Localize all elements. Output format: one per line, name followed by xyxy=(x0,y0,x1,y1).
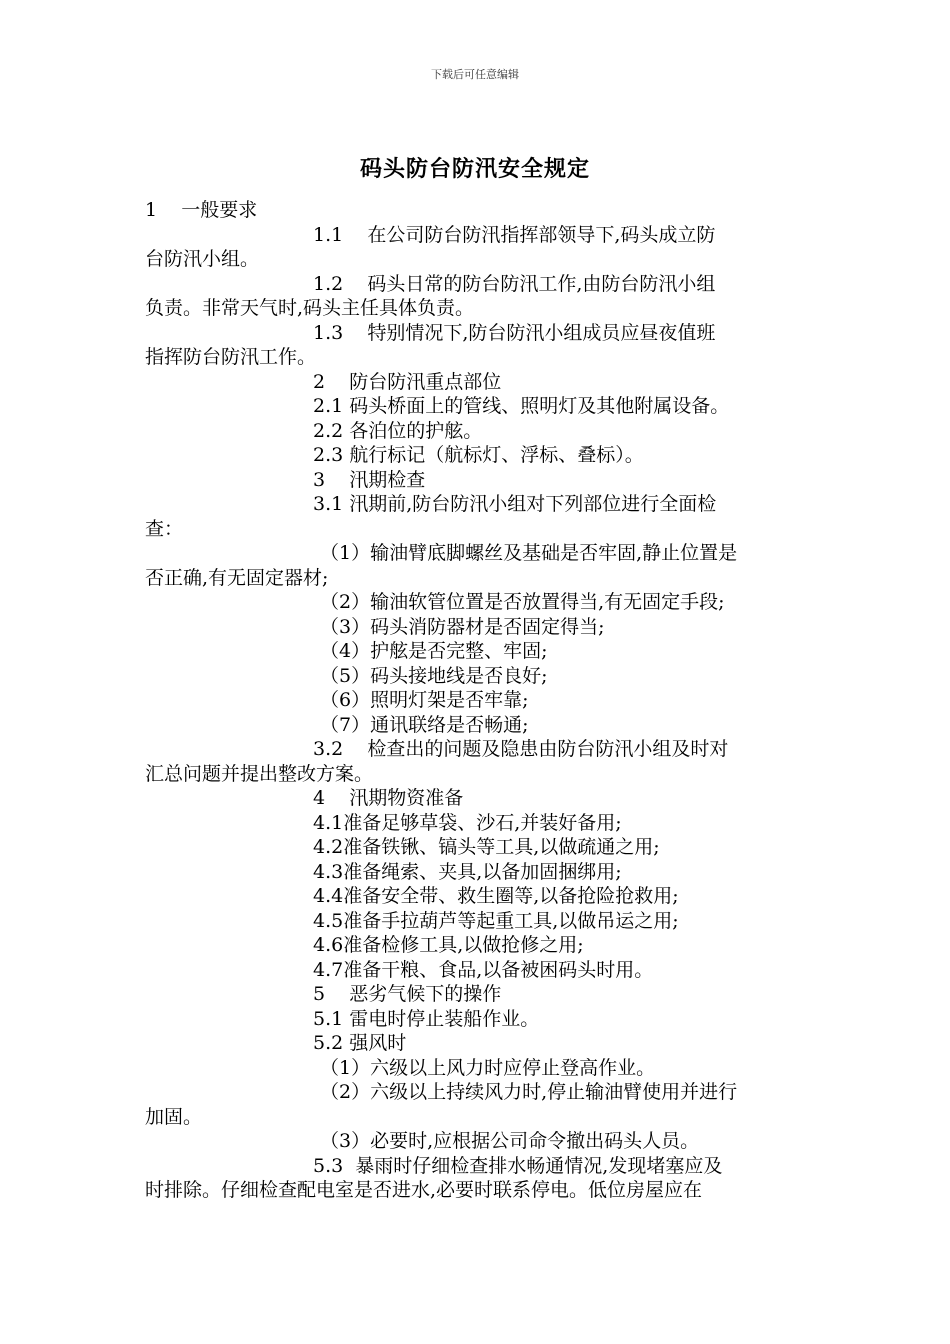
text-line: 4 汛期物资准备 xyxy=(313,787,464,809)
text-line: 4.4准备安全带、救生圈等,以备抢险抢救用; xyxy=(313,885,679,907)
text-line: 4.7准备干粮、食品,以备被困码头时用。 xyxy=(313,958,654,981)
text-line: 5.1 雷电时停止装船作业。 xyxy=(313,1007,540,1030)
text-line: 4.6准备检修工具,以做抢修之用; xyxy=(313,934,584,956)
text-line: （5）码头接地线是否良好; xyxy=(320,664,548,687)
text-line: 4.5准备手拉葫芦等起重工具,以做吊运之用; xyxy=(313,909,679,932)
text-line: 3.2 检查出的问题及隐患由防台防汛小组及时对 xyxy=(313,738,729,760)
text-line: 4.3准备绳索、夹具,以备加固捆绑用; xyxy=(313,860,622,883)
text-line-continuation: 台防汛小组。 xyxy=(145,248,260,270)
text-line-continuation: 查： xyxy=(145,517,184,540)
text-line: 2 防台防汛重点部位 xyxy=(313,370,502,393)
text-line: 1.3 特别情况下,防台防汛小组成员应昼夜值班 xyxy=(313,321,716,344)
text-line: （3）必要时,应根据公司命令撤出码头人员。 xyxy=(320,1130,700,1152)
text-line: 1.1 在公司防台防汛指挥部领导下,码头成立防 xyxy=(313,223,716,246)
text-line: 2.1 码头桥面上的管线、照明灯及其他附属设备。 xyxy=(313,395,730,417)
text-line: （6）照明灯架是否牢靠; xyxy=(320,689,529,711)
text-line: 4.1准备足够草袋、沙石,并装好备用; xyxy=(313,811,622,834)
text-line-continuation: 指挥防台防汛工作。 xyxy=(145,346,317,368)
text-line: 3 汛期检查 xyxy=(313,468,426,491)
text-line: （2）六级以上持续风力时,停止输油臂使用并进行 xyxy=(320,1081,738,1103)
text-line: 3.1 汛期前,防台防汛小组对下列部位进行全面检 xyxy=(313,493,717,515)
text-line: （7）通讯联络是否畅通; xyxy=(320,713,529,736)
text-line-continuation: 汇总问题并提出整改方案。 xyxy=(145,762,374,785)
text-line-continuation: 加固。 xyxy=(145,1105,203,1128)
text-line: （3）码头消防器材是否固定得当; xyxy=(320,615,605,638)
text-line: 5.2 强风时 xyxy=(313,1032,407,1054)
text-line: 1.2 码头日常的防台防汛工作,由防台防汛小组 xyxy=(313,272,716,295)
text-line: 5.3 暴雨时仔细检查排水畅通情况,发现堵塞应及 xyxy=(313,1154,723,1177)
text-line: 5 恶劣气候下的操作 xyxy=(313,983,502,1005)
text-line: （2）输油软管位置是否放置得当,有无固定手段; xyxy=(320,591,725,613)
text-line-continuation: 负责。非常天气时,码头主任具体负责。 xyxy=(145,297,475,319)
text-line-continuation: 时排除。仔细检查配电室是否进水,必要时联系停电。低位房屋应在 xyxy=(145,1179,703,1201)
text-line: 2.3 航行标记（航标灯、浮标、叠标）。 xyxy=(313,444,644,466)
text-line: （1）输油臂底脚螺丝及基础是否牢固,静止位置是 xyxy=(320,542,738,564)
text-line: 2.2 各泊位的护舷。 xyxy=(313,419,483,442)
text-line: （1）六级以上风力时应停止登高作业。 xyxy=(320,1056,656,1079)
text-line: （4）护舷是否完整、牢固; xyxy=(320,640,548,662)
document-body xyxy=(145,198,810,1203)
text-line: 4.2准备铁锹、镐头等工具,以做疏通之用; xyxy=(313,836,660,858)
text-line-continuation: 否正确,有无固定器材; xyxy=(145,566,329,589)
header-note: 下载后可任意编辑 xyxy=(431,68,519,81)
document-title: 码头防台防汛安全规定 xyxy=(359,156,590,182)
text-line: 1 一般要求 xyxy=(145,199,258,221)
